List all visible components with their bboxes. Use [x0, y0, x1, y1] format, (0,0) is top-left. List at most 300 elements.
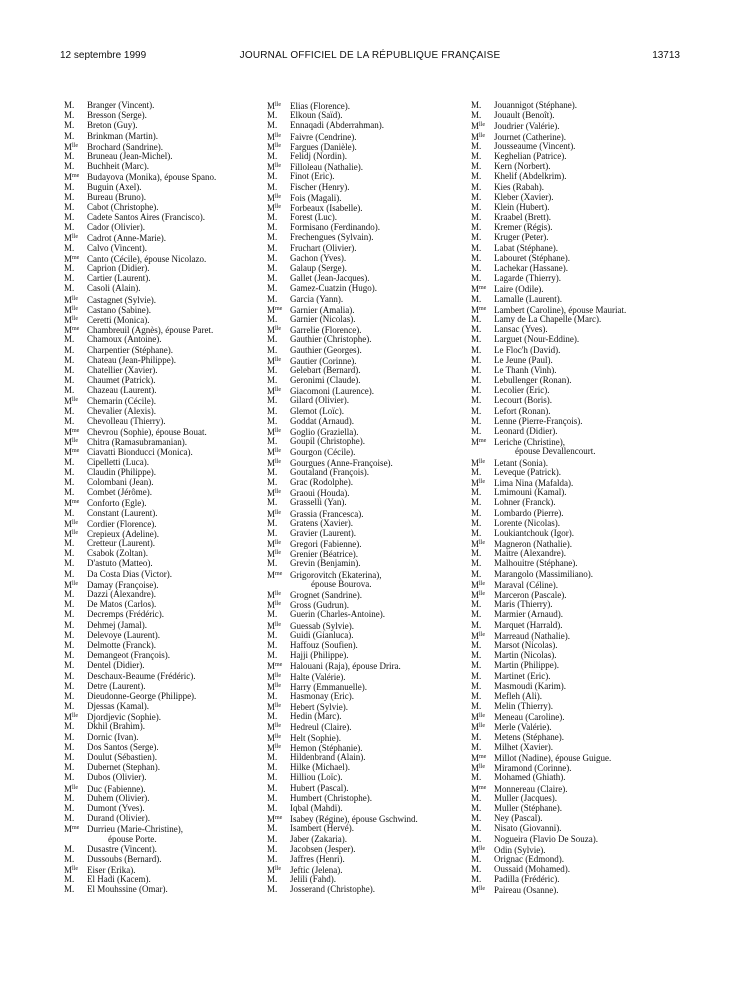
title-initial: M [64, 172, 73, 183]
title-initial: M [267, 447, 276, 458]
civility-title: M. [471, 150, 482, 161]
name-entry [471, 650, 671, 660]
name-entry [64, 650, 264, 660]
title-suffix: lle [72, 438, 79, 445]
civility-title: M. [64, 772, 75, 783]
name-entry [64, 742, 264, 752]
name-text: Lombardo (Pierre). [494, 507, 564, 518]
name-text: Gourgues (Anne-Françoise). [290, 457, 393, 468]
name-entry [267, 844, 467, 854]
name-text: Marreaud (Nathalie). [494, 630, 570, 641]
title-suffix: lle [72, 529, 79, 536]
name-entry [267, 823, 467, 833]
title-suffix: me [275, 662, 283, 669]
name-text: Kremer (Régis). [494, 222, 553, 233]
civility-title: M. [471, 874, 482, 885]
title-suffix: lle [72, 295, 79, 302]
title-initial: M [471, 783, 480, 794]
civility-title: M. [267, 222, 278, 233]
name-entry [64, 385, 264, 395]
name-text: Dentel (Didier). [87, 660, 145, 671]
name-text: Frechengues (Sylvain). [290, 232, 374, 243]
name-text: Gelebart (Bernard). [290, 364, 361, 375]
name-text: Labat (Stéphane). [494, 242, 558, 253]
title-suffix: lle [275, 356, 282, 363]
name-text: épouse Devallencourt. [515, 446, 596, 457]
name-entry [471, 508, 671, 518]
name-text: Forbeaux (Isabelle). [290, 202, 363, 213]
name-text: Gautier (Corinne). [290, 355, 357, 366]
name-text: Cabot (Christophe). [87, 201, 159, 212]
title-initial: M [64, 141, 73, 152]
civility-title: M. [64, 222, 75, 233]
title-initial: M [267, 732, 276, 743]
name-entry [471, 294, 671, 304]
name-text: El Hadi (Kacem). [87, 874, 151, 885]
name-entry [64, 436, 264, 446]
name-text: De Matos (Carlos). [87, 599, 157, 610]
title-suffix: lle [275, 163, 282, 170]
title-initial: M [64, 528, 73, 539]
title-initial: M [267, 427, 276, 437]
civility-title: M. [471, 823, 482, 834]
name-entry [471, 355, 671, 365]
name-text: Grevin (Benjamin). [290, 558, 361, 569]
civility-title: M. [471, 558, 482, 569]
civility-title: M. [471, 263, 482, 273]
title-initial: M [267, 202, 276, 213]
title-suffix: me [479, 438, 487, 445]
name-entry [471, 243, 671, 253]
title-suffix: lle [72, 713, 79, 720]
name-entry [64, 884, 264, 894]
civility-title [471, 884, 494, 895]
name-entry [64, 222, 264, 232]
civility-title: M. [471, 517, 482, 528]
name-entry [471, 762, 671, 772]
name-text: Grasselli (Yan). [290, 497, 347, 508]
title-initial: M [64, 437, 73, 448]
title-suffix: me [72, 499, 80, 506]
name-text: Ceretti (Monica). [87, 314, 150, 325]
name-text: Charpentier (Stéphane). [87, 344, 173, 355]
civility-title: M. [64, 629, 75, 640]
name-text: Grac (Rodolphe). [290, 476, 353, 487]
title-initial: M [267, 681, 276, 692]
name-entry [267, 528, 467, 538]
name-entry [64, 548, 264, 558]
name-text: Buchheit (Marc). [87, 161, 149, 172]
civility-title: M. [64, 212, 75, 223]
name-text: Chazeau (Laurent). [87, 385, 157, 396]
name-entry [471, 100, 671, 110]
civility-title: M. [471, 191, 482, 202]
civility-title: M. [64, 884, 75, 895]
name-text: Goddat (Arnaud). [290, 415, 354, 426]
name-entry [64, 345, 264, 355]
name-entry [471, 874, 671, 884]
name-entry [471, 222, 671, 232]
name-entry [471, 141, 671, 151]
name-text: Brochard (Sandrine). [87, 141, 163, 152]
name-text: Bresson (Serge). [87, 110, 147, 121]
name-text: Jaffres (Henri). [290, 853, 345, 864]
name-text: Crepieux (Adeline). [87, 528, 159, 539]
civility-title: M. [64, 802, 75, 813]
name-text: Cordier (Florence). [87, 518, 157, 529]
civility-title: M. [267, 150, 278, 161]
name-entry [267, 161, 467, 171]
name-text: Lohner (Franck). [494, 497, 556, 508]
name-entry [267, 884, 467, 894]
name-entry [471, 823, 671, 833]
name-entry [64, 508, 264, 518]
title-initial: M [64, 498, 73, 509]
title-initial: M [64, 396, 73, 407]
title-suffix: lle [72, 580, 79, 587]
title-suffix: lle [275, 489, 282, 496]
name-text: Dusastre (Vincent). [87, 843, 157, 854]
name-text: Hebert (Sylvie). [290, 702, 348, 713]
name-text: Dkhil (Brahim). [87, 721, 145, 732]
name-text: Cretteur (Laurent). [87, 538, 155, 549]
name-entry [267, 834, 467, 844]
title-suffix: lle [72, 866, 79, 873]
civility-title: M. [471, 466, 482, 477]
name-text: Brinkman (Martin). [87, 130, 158, 141]
name-entry [64, 834, 264, 844]
name-text: Marmier (Arnaud). [494, 609, 563, 620]
name-text: Decremps (Frédéric). [87, 609, 164, 620]
name-text: Caprion (Didier). [87, 263, 150, 273]
name-entry [64, 772, 264, 782]
title-suffix: lle [479, 591, 486, 597]
name-text: Lamalle (Laurent). [494, 293, 562, 304]
civility-title: M. [267, 405, 278, 416]
title-initial: M [267, 131, 276, 142]
title-suffix: lle [275, 550, 282, 557]
name-text: Duc (Fabienne). [87, 783, 146, 794]
name-entry [64, 416, 264, 426]
name-entry [267, 538, 467, 548]
name-text: Goutaland (François). [290, 466, 369, 477]
civility-title: M. [471, 395, 482, 406]
title-initial: M [471, 539, 480, 550]
civility-title: M. [471, 853, 482, 864]
name-text: Kies (Rabah). [494, 181, 544, 192]
civility-title: M. [64, 599, 75, 610]
name-text: Claudin (Philippe). [87, 466, 156, 477]
title-initial: M [64, 824, 73, 835]
name-entry [64, 120, 264, 130]
name-text: Isambert (Hervé). [290, 823, 354, 834]
civility-title: M. [471, 599, 482, 610]
name-entry [471, 609, 671, 619]
name-entry [64, 263, 264, 273]
name-text: Grognet (Sandrine). [290, 590, 362, 600]
name-entry [471, 314, 671, 324]
name-text: Budayova (Monika), épouse Spano. [87, 172, 217, 183]
name-entry [267, 192, 467, 202]
name-entry [64, 569, 264, 579]
civility-title: M. [267, 802, 278, 813]
name-entry [471, 864, 671, 874]
civility-title: M. [64, 650, 75, 661]
civility-title: M. [267, 242, 278, 253]
title-suffix: lle [275, 723, 282, 730]
title-suffix: me [479, 285, 487, 292]
title-initial: M [267, 325, 276, 336]
name-entry [471, 701, 671, 711]
name-entry [64, 426, 264, 436]
civility-title: M. [64, 201, 75, 212]
civility-title: M. [267, 313, 278, 324]
title-initial: M [267, 661, 276, 672]
title-suffix: lle [275, 428, 282, 434]
name-entry [267, 711, 467, 721]
title-initial: M [471, 844, 480, 855]
name-text: Klein (Hubert). [494, 201, 550, 212]
name-text: Leveque (Patrick). [494, 466, 561, 477]
name-entry [64, 294, 264, 304]
name-entry [267, 864, 467, 874]
civility-title: M. [64, 354, 75, 365]
civility-title: M. [267, 782, 278, 793]
name-entry [267, 558, 467, 568]
name-text: Gourgon (Cécile). [290, 447, 356, 458]
name-entry [267, 487, 467, 497]
title-suffix: lle [479, 886, 486, 893]
title-initial: M [64, 253, 73, 264]
civility-title: M. [471, 375, 482, 386]
name-text: Bruneau (Jean-Michel). [87, 150, 173, 161]
name-text: Cadete Santos Aires (Francisco). [87, 212, 205, 223]
name-text: Fargues (Danièle). [290, 141, 357, 152]
civility-title: M. [267, 466, 278, 477]
name-text: Laire (Odile). [494, 284, 544, 295]
name-text: Geronimi (Claude). [290, 375, 361, 386]
title-initial: M [64, 325, 73, 336]
civility-title: M. [267, 711, 278, 722]
civility-title: M. [267, 344, 278, 355]
name-text: Gratens (Xavier). [290, 517, 353, 528]
name-text: Dazzi (Alexandre). [87, 589, 156, 599]
name-entry [471, 345, 671, 355]
title-initial: M [471, 457, 480, 468]
civility-title: M. [267, 527, 278, 538]
name-text: Gamez-Cuatzin (Hugo). [290, 283, 377, 294]
name-entry [267, 803, 467, 813]
name-entry [471, 395, 671, 405]
title-suffix: me [479, 754, 487, 760]
name-entry [471, 579, 671, 589]
civility-title: M. [64, 242, 75, 253]
title-suffix: lle [275, 672, 282, 679]
name-entry [267, 620, 467, 630]
name-text: Mohamed (Ghiath). [494, 772, 566, 783]
civility-title: M. [267, 283, 278, 294]
name-entry [64, 395, 264, 405]
name-text: Lebullenger (Ronan). [494, 375, 572, 386]
title-suffix: lle [275, 540, 282, 547]
title-suffix: lle [275, 387, 282, 394]
name-text: Cipelletti (Luca). [87, 456, 149, 467]
civility-title: M. [64, 334, 75, 345]
title-suffix: me [72, 448, 80, 455]
title-suffix: me [72, 326, 80, 333]
name-entry [267, 579, 467, 589]
name-text: Labouret (Stéphane). [494, 252, 570, 263]
name-entry [267, 721, 467, 731]
name-text: Hilliou (Loïc). [290, 772, 343, 783]
title-suffix: me [72, 254, 80, 261]
civility-title: M. [64, 589, 75, 599]
name-entry [64, 752, 264, 762]
name-text: Oussaid (Mohamed). [494, 864, 570, 875]
civility-title: M. [471, 650, 482, 661]
title-initial: M [267, 865, 276, 876]
name-entry [267, 569, 467, 579]
name-text: Felidj (Nordin). [290, 150, 347, 161]
name-text: Muller (Stéphane). [494, 802, 562, 813]
name-text: Masmoudi (Karim). [494, 680, 566, 691]
civility-title: M. [471, 201, 482, 212]
name-entry [267, 253, 467, 263]
civility-title: M. [64, 364, 75, 375]
name-entry [471, 630, 671, 640]
name-entry [471, 660, 671, 670]
title-initial: M [471, 885, 480, 896]
civility-title: M. [267, 639, 278, 650]
name-text: Cartier (Laurent). [87, 273, 151, 284]
name-entry [64, 671, 264, 681]
name-text: Journet (Catherine). [494, 131, 566, 142]
name-entry [471, 640, 671, 650]
name-entry [267, 752, 467, 762]
name-entry [267, 416, 467, 426]
name-entry [267, 151, 467, 161]
name-entry [471, 671, 671, 681]
name-entry [471, 406, 671, 416]
name-text: Josserand (Christophe). [290, 884, 375, 895]
title-suffix: lle [479, 478, 486, 485]
name-entry [267, 263, 467, 273]
name-entry [471, 436, 671, 446]
civility-title: M. [471, 181, 482, 192]
name-text: Nisato (Giovanni). [494, 823, 562, 834]
title-initial: M [64, 314, 73, 325]
name-entry [267, 793, 467, 803]
civility-title: M. [64, 191, 75, 202]
name-text: Detre (Laurent). [87, 680, 146, 691]
name-text: Formisano (Ferdinando). [290, 222, 380, 233]
name-text: Merle (Valérie). [494, 722, 552, 733]
name-entry [267, 304, 467, 314]
name-text: Paireau (Osanne). [494, 885, 559, 896]
name-entry [64, 844, 264, 854]
civility-title: M. [267, 415, 278, 426]
civility-title: M. [64, 568, 75, 579]
title-initial: M [471, 763, 480, 774]
name-entry [267, 783, 467, 793]
name-entry [471, 365, 671, 375]
name-entry [471, 232, 671, 242]
name-entry [267, 426, 467, 436]
name-text: Martin (Nicolas). [494, 650, 557, 661]
civility-title: M. [64, 680, 75, 691]
title-initial: M [267, 569, 276, 580]
name-text: Hilke (Michael). [290, 762, 350, 773]
name-text: Gravier (Laurent). [290, 527, 356, 538]
title-initial: M [267, 162, 276, 173]
name-text: Garcia (Yann). [290, 293, 344, 304]
name-text: Ney (Pascal). [494, 813, 543, 824]
civility-title: M. [267, 874, 278, 885]
name-entry [267, 375, 467, 385]
title-suffix: lle [479, 845, 486, 852]
name-text: Chemarin (Cécile). [87, 396, 156, 407]
name-entry [64, 558, 264, 568]
name-text: Khelif (Abdelkrim). [494, 171, 567, 182]
name-text: Dubos (Olivier). [87, 772, 147, 783]
name-entry [267, 446, 467, 456]
civility-title: M. [471, 426, 482, 436]
name-entry [471, 477, 671, 487]
name-text: Jouault (Benoît). [494, 110, 555, 121]
title-initial: M [267, 386, 276, 397]
name-entry [471, 212, 671, 222]
name-entry [267, 436, 467, 446]
name-entry [64, 609, 264, 619]
name-text: Lefort (Ronan). [494, 405, 551, 416]
civility-title: M. [64, 731, 75, 742]
title-suffix: lle [479, 580, 486, 587]
name-text: Lansac (Yves). [494, 324, 548, 335]
civility-title: M. [471, 293, 482, 304]
name-text: Csabok (Zoltan). [87, 548, 148, 559]
name-entry [471, 446, 671, 456]
name-text: Gallet (Jean-Jacques). [290, 273, 370, 284]
name-entry [267, 110, 467, 120]
name-entry [64, 711, 264, 721]
name-entry [267, 477, 467, 487]
name-text: Gauthier (Christophe). [290, 334, 372, 345]
civility-title: M. [471, 140, 482, 151]
name-text: Metens (Stéphane). [494, 731, 564, 742]
civility-title: M. [64, 701, 75, 712]
name-entry [471, 599, 671, 609]
civility-title: M. [471, 507, 482, 518]
name-entry [64, 457, 264, 467]
name-text: Galaup (Serge). [290, 263, 347, 273]
civility-title: M. [471, 100, 482, 110]
title-initial: M [64, 447, 73, 458]
civility-title: M. [64, 762, 75, 773]
civility-title: M. [64, 273, 75, 284]
civility-title: M. [471, 690, 482, 701]
name-text: Durand (Olivier). [87, 813, 150, 824]
name-entry [64, 161, 264, 171]
name-entry [471, 681, 671, 691]
name-text: Marceron (Pascale). [494, 590, 567, 600]
name-entry [471, 182, 671, 192]
name-text: Breton (Guy). [87, 120, 138, 131]
name-entry [267, 497, 467, 507]
title-initial: M [64, 783, 73, 794]
title-suffix: lle [275, 591, 282, 597]
name-text: Dussoubs (Bernard). [87, 853, 162, 864]
name-entry [267, 599, 467, 609]
